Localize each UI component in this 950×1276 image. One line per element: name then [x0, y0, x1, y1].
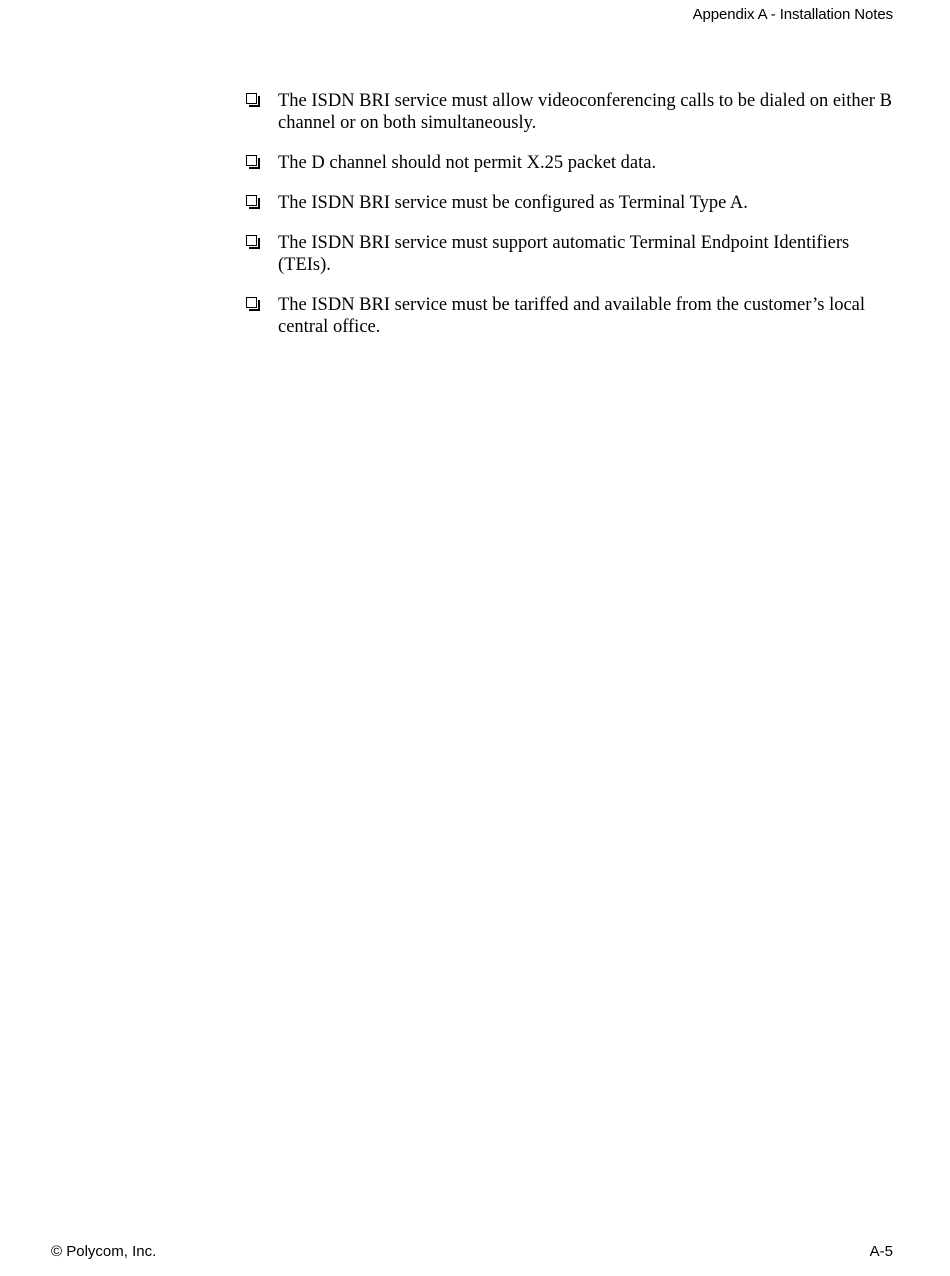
list-item	[244, 294, 894, 338]
list-item-text: The ISDN BRI service must be configured as Terminal Type A.	[278, 193, 748, 213]
list-item-text: The ISDN BRI service must allow videoconferencing calls to be dialed on either B channel or on both simultaneously.	[278, 91, 892, 133]
list-item	[244, 232, 894, 276]
footer-copyright: © Polycom, Inc.	[51, 1243, 157, 1260]
checkbox-bullet-icon	[246, 195, 260, 209]
checkbox-bullet-icon	[246, 297, 260, 311]
list-item	[244, 192, 894, 214]
list-item	[244, 152, 894, 174]
list-item	[244, 90, 894, 134]
checkbox-bullet-icon	[246, 155, 260, 169]
running-header: Appendix A - Installation Notes	[692, 6, 893, 23]
checkbox-bullet-icon	[246, 235, 260, 249]
requirements-list	[244, 90, 894, 356]
page-number: A-5	[869, 1243, 893, 1260]
checkbox-bullet-icon	[246, 93, 260, 107]
list-item-text: The ISDN BRI service must be tariffed and available from the customer’s local central office.	[278, 295, 866, 337]
list-item-text: The ISDN BRI service must support automatic Terminal Endpoint Identifiers (TEIs).	[278, 233, 850, 275]
list-item-text: The D channel should not permit X.25 packet data.	[278, 153, 657, 173]
